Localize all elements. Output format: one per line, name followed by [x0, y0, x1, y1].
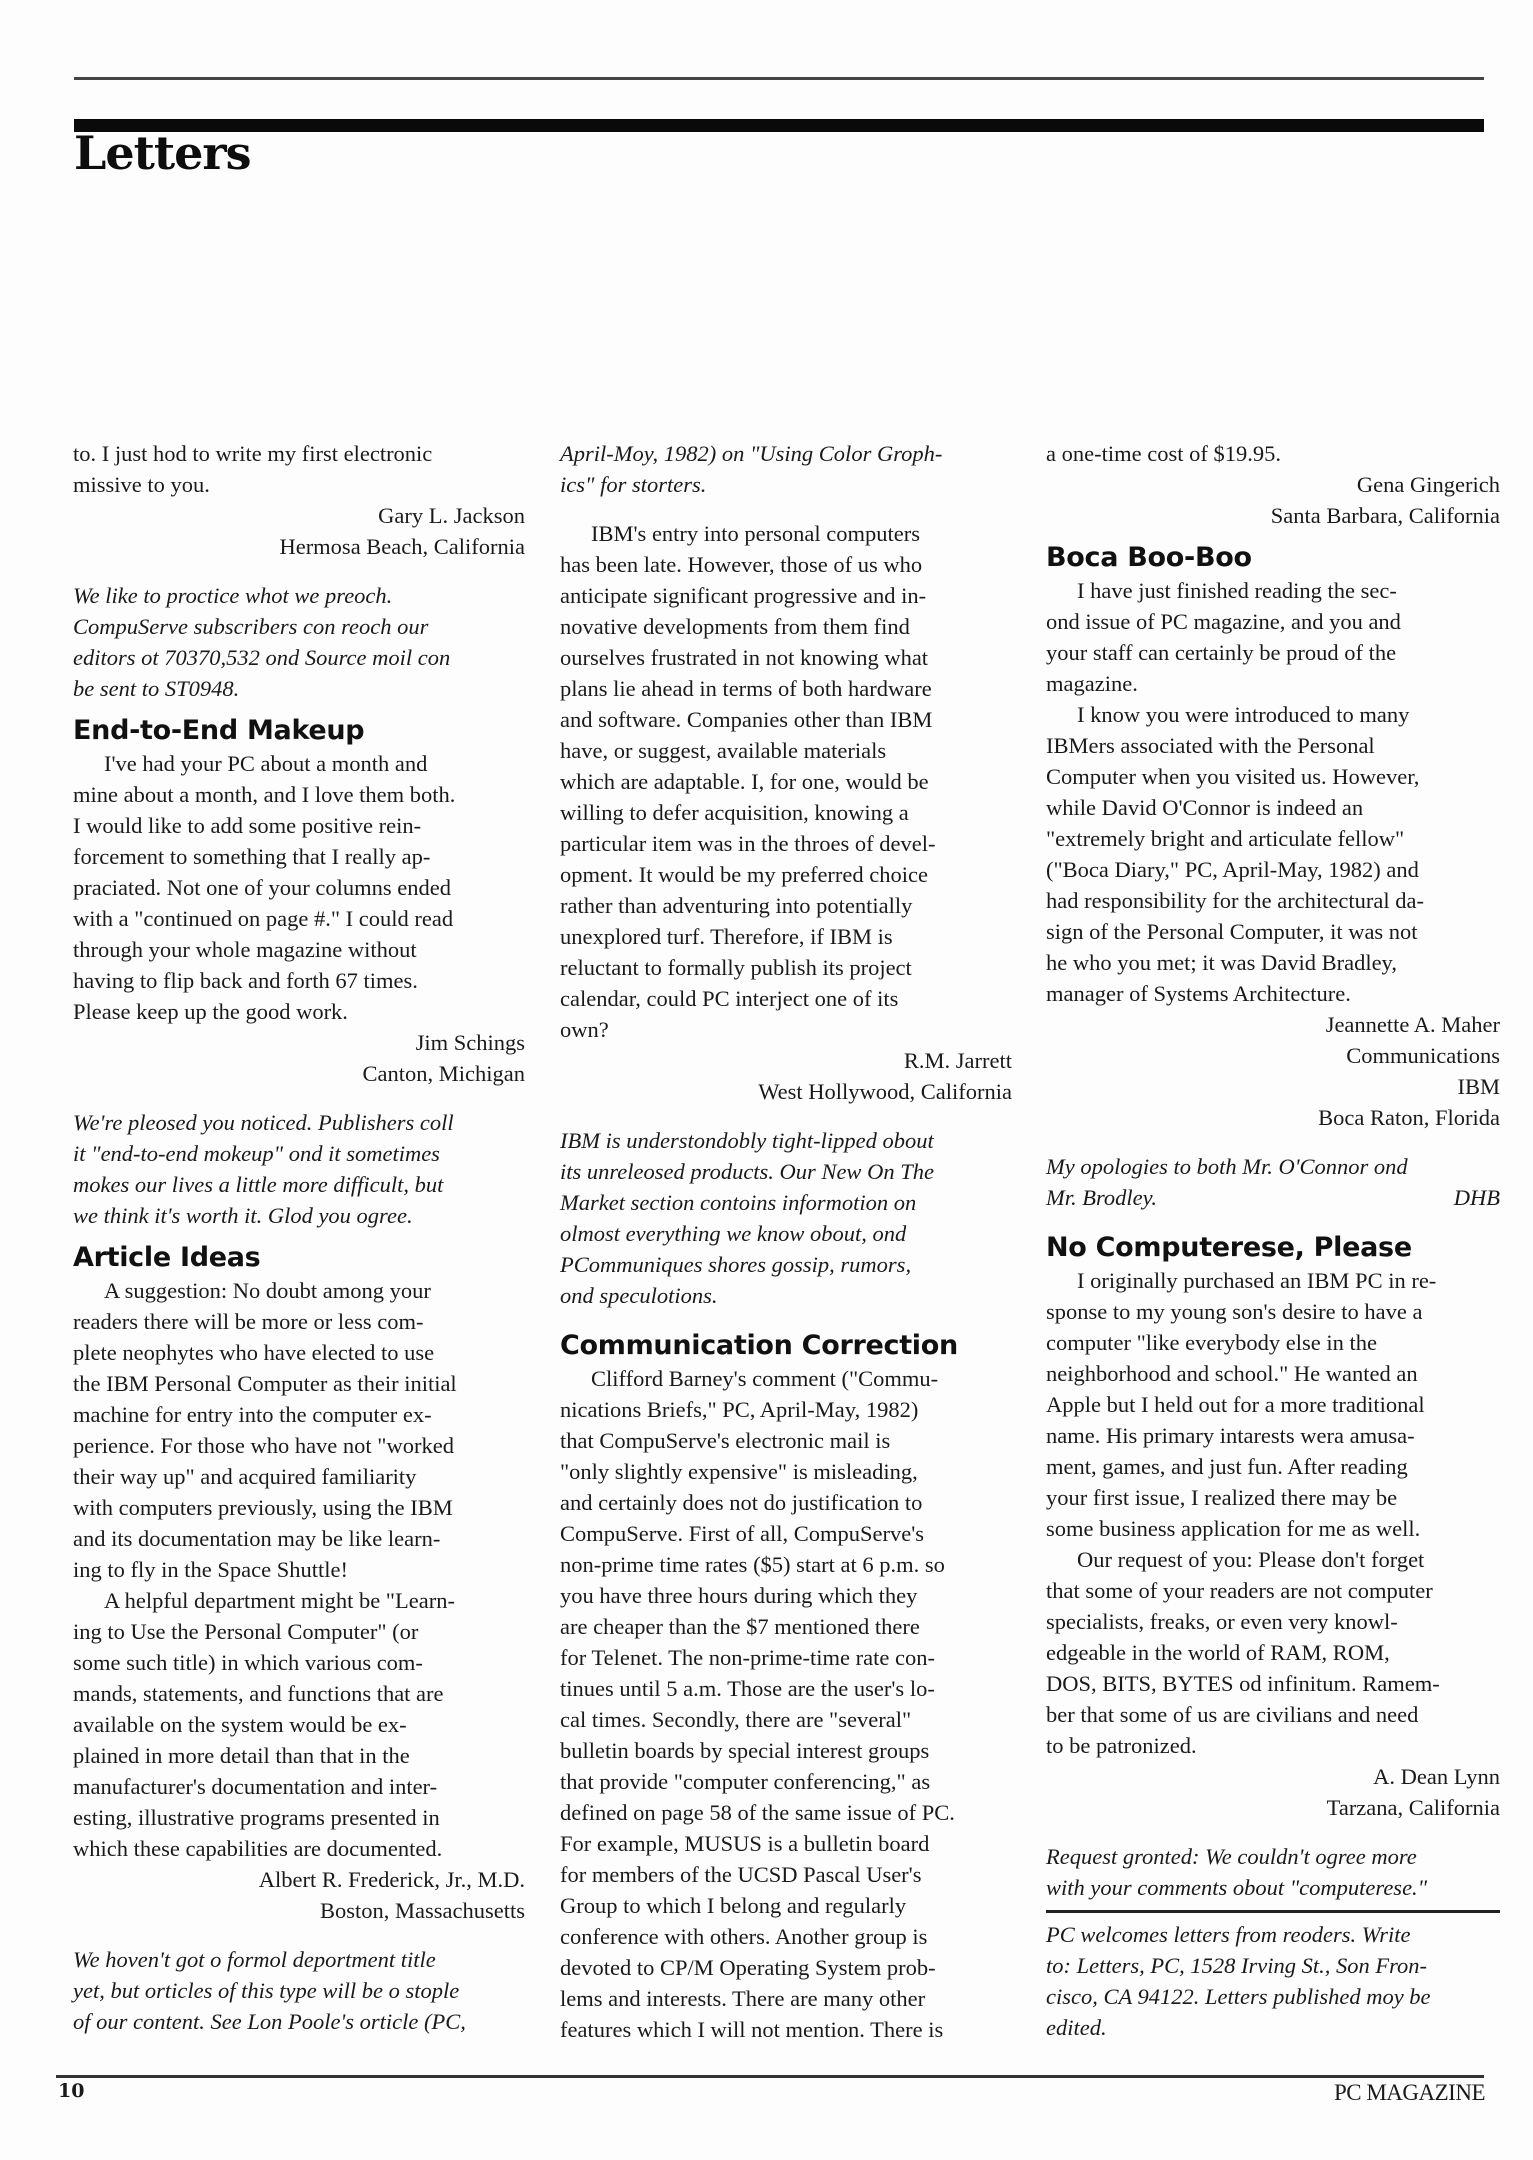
- text-line: for Telenet. The non-prime-time rate con-: [560, 1645, 935, 1670]
- editor-reply: [73, 580, 525, 704]
- text-line: your first issue, I realized there may be: [1046, 1485, 1398, 1510]
- text-line: has been late. However, those of us who: [560, 552, 923, 577]
- signature-line: Boston, Massachusetts: [320, 1898, 525, 1923]
- text-line: IBMers associated with the Personal: [1046, 733, 1375, 758]
- signature-line: Gena Gingerich: [1356, 472, 1500, 497]
- spacer: [1046, 1133, 1500, 1151]
- text-line: you have three hours during which they: [560, 1583, 918, 1608]
- text-line: a one-time cost of $19.95.: [1046, 441, 1281, 466]
- text-line: magazine.: [1046, 671, 1138, 696]
- text-line: A helpful department might be "Learn-: [104, 1588, 455, 1613]
- text-line: ing to Use the Personal Computer" (or: [73, 1619, 419, 1644]
- text-line: A suggestion: No doubt among your: [104, 1278, 431, 1303]
- text-line: available on the system would be ex-: [73, 1712, 407, 1737]
- text-line: Clifford Barney's comment ("Commu-: [591, 1366, 939, 1391]
- text-line: conference with others. Another group is: [560, 1924, 928, 1949]
- text-line: olmost everything we know obout, ond: [560, 1221, 907, 1246]
- reply-line: [1046, 1182, 1500, 1213]
- editor-reply: [73, 1944, 525, 2037]
- text-line: features which I will not mention. There is: [560, 2017, 944, 2042]
- editor-reply: [560, 1125, 1012, 1311]
- page-number: 10: [58, 2080, 85, 2102]
- text-line: ond issue of PC magazine, and you and: [1046, 609, 1401, 634]
- text-line: are cheaper than the $7 mentioned there: [560, 1614, 920, 1639]
- text-line: mine about a month, and I love them both.: [73, 782, 456, 807]
- spacer: [560, 1311, 1012, 1329]
- letter-paragraph: [1046, 1265, 1500, 1544]
- text-line: computer "like everybody else in the: [1046, 1330, 1377, 1355]
- text-line: mands, statements, and functions that are: [73, 1681, 444, 1706]
- text-line: opment. It would be my preferred choice: [560, 862, 928, 887]
- page-title: Letters: [74, 126, 251, 180]
- signature-line: Boca Raton, Florida: [1318, 1105, 1500, 1130]
- text-line: ber that some of us are civilians and need: [1046, 1702, 1419, 1727]
- text-line: Please keep up the good work.: [73, 999, 348, 1024]
- text-line: PC welcomes letters from reoders. Write: [1046, 1922, 1411, 1947]
- text-line: sponse to my young son's desire to have a: [1046, 1299, 1423, 1324]
- text-line: anticipate significant progressive and in-: [560, 583, 927, 608]
- signature-line: West Hollywood, California: [758, 1079, 1012, 1104]
- editor-initials: DHB: [1453, 1185, 1500, 1210]
- letter-paragraph: [73, 748, 525, 1027]
- text-line: Apple but I held out for a more traditional: [1046, 1392, 1425, 1417]
- text-line: tinues until 5 a.m. Those are the user's lo-: [560, 1676, 935, 1701]
- text-line: ond speculotions.: [560, 1283, 718, 1308]
- text-line: for members of the UCSD Pascal User's: [560, 1862, 922, 1887]
- spacer: [73, 1231, 525, 1241]
- text-line: editors ot 70370,532 ond Source moil con: [73, 645, 451, 670]
- text-line: unexplored turf. Therefore, if IBM is: [560, 924, 893, 949]
- text-line: to: Letters, PC, 1528 Irving St., Son Fron-: [1046, 1953, 1428, 1978]
- footer-rule: [56, 2075, 1484, 2078]
- text-line: I know you were introduced to many: [1077, 702, 1410, 727]
- text-line: nications Briefs," PC, April-May, 1982): [560, 1397, 919, 1422]
- text-line: we think it's worth it. Glod you ogree.: [73, 1203, 413, 1228]
- text-line: defined on page 58 of the same issue of PC.: [560, 1800, 955, 1825]
- text-line: that some of your readers are not computer: [1046, 1578, 1433, 1603]
- text-line: have, or suggest, available materials: [560, 738, 887, 763]
- spacer: [560, 500, 1012, 518]
- text-line: Market section contoins informotion on: [560, 1190, 917, 1215]
- text-line: IBM's entry into personal computers: [591, 521, 920, 546]
- text-line: having to flip back and forth 67 times.: [73, 968, 418, 993]
- text-line: My opologies to both Mr. O'Connor ond: [1046, 1154, 1408, 1179]
- text-line: and certainly does not do justification to: [560, 1490, 923, 1515]
- spacer: [73, 562, 525, 580]
- text-line: I've had your PC about a month and: [104, 751, 428, 776]
- text-line: For example, MUSUS is a bulletin board: [560, 1831, 930, 1856]
- signature: [1046, 1761, 1500, 1823]
- text-line: had responsibility for the architectural da-: [1046, 888, 1424, 913]
- text-line: I would like to add some positive rein-: [73, 813, 422, 838]
- text-line: its unreleosed products. Our New On The: [560, 1159, 934, 1184]
- text-line: readers there will be more or less com-: [73, 1309, 424, 1334]
- text-line: name. His primary intarests wera amusa-: [1046, 1423, 1415, 1448]
- column-1: [73, 438, 525, 2037]
- text-line: ics" for storters.: [560, 472, 707, 497]
- header-bar: [74, 119, 1484, 132]
- text-line: Computer when you visited us. However,: [1046, 764, 1420, 789]
- text-line: I originally purchased an IBM PC in re-: [1077, 1268, 1437, 1293]
- text-line: to be patronized.: [1046, 1733, 1197, 1758]
- signature: [1046, 469, 1500, 531]
- text-line: manager of Systems Architecture.: [1046, 981, 1351, 1006]
- signature-line: A. Dean Lynn: [1373, 1764, 1500, 1789]
- text-line: Request gronted: We couldn't ogree more: [1046, 1844, 1417, 1869]
- text-line: We hoven't got o formol deportment title: [73, 1947, 436, 1972]
- text-line: I have just finished reading the sec-: [1077, 578, 1397, 603]
- letter-paragraph: [1046, 1544, 1500, 1761]
- text-line: April-Moy, 1982) on "Using Color Groph-: [560, 441, 943, 466]
- text-line: with a "continued on page #." I could read: [73, 906, 454, 931]
- signature: [73, 1027, 525, 1089]
- spacer: [1046, 1823, 1500, 1841]
- text-line: plete neophytes who have elected to use: [73, 1340, 435, 1365]
- text-line: ("Boca Diary," PC, April-May, 1982) and: [1046, 857, 1419, 882]
- signature-line: Communications: [1346, 1043, 1500, 1068]
- text-line: devoted to CP/M Operating System prob-: [560, 1955, 936, 1980]
- text-line: We like to proctice whot we preoch.: [73, 583, 393, 608]
- text-line: sign of the Personal Computer, it was not: [1046, 919, 1418, 944]
- letter-paragraph: [560, 518, 1012, 1045]
- letter-paragraph: [73, 438, 525, 500]
- text-line: lems and interests. There are many other: [560, 1986, 926, 2011]
- text-line: novative developments from them find: [560, 614, 910, 639]
- signature-line: Hermosa Beach, California: [279, 534, 525, 559]
- text-line: ing to fly in the Space Shuttle!: [73, 1557, 348, 1582]
- spacer: [1046, 531, 1500, 541]
- text-line: ment, games, and just fun. After reading: [1046, 1454, 1408, 1479]
- text-line: rather than adventuring into potentially: [560, 893, 913, 918]
- text-line: "extremely bright and articulate fellow": [1046, 826, 1405, 851]
- text-line: it "end-to-end mokeup" ond it sometimes: [73, 1141, 440, 1166]
- text-line: mokes our lives a little more difficult, but: [73, 1172, 444, 1197]
- spacer: [1046, 1213, 1500, 1231]
- text-line: to. I just hod to write my first electronic: [73, 441, 433, 466]
- text-line: DOS, BITS, BYTES od infinitum. Ramem-: [1046, 1671, 1440, 1696]
- signature-line: Gary L. Jackson: [378, 503, 525, 528]
- signature-line: Albert R. Frederick, Jr., M.D.: [258, 1867, 525, 1892]
- reply-text: Mr. Brodley.: [1046, 1185, 1158, 1210]
- text-line: their way up" and acquired familiarity: [73, 1464, 417, 1489]
- letter-paragraph: [1046, 575, 1500, 699]
- text-line: and software. Companies other than IBM: [560, 707, 933, 732]
- text-line: ourselves frustrated in not knowing what: [560, 645, 929, 670]
- text-line: while David O'Connor is indeed an: [1046, 795, 1364, 820]
- text-line: edited.: [1046, 2015, 1107, 2040]
- text-line: edgeable in the world of RAM, ROM,: [1046, 1640, 1390, 1665]
- text-line: "only slightly expensive" is misleading,: [560, 1459, 918, 1484]
- text-line: the IBM Personal Computer as their initial: [73, 1371, 457, 1396]
- text-line: calendar, could PC interject one of its: [560, 986, 899, 1011]
- text-line: willing to defer acquisition, knowing a: [560, 800, 909, 825]
- letter-paragraph: [1046, 699, 1500, 1009]
- editor-reply: [1046, 1919, 1500, 2043]
- text-line: cal times. Secondly, there are "several": [560, 1707, 912, 1732]
- text-line: praciated. Not one of your columns ended: [73, 875, 452, 900]
- text-line: CompuServe subscribers con reoch our: [73, 614, 429, 639]
- text-line: cisco, CA 94122. Letters published moy be: [1046, 1984, 1431, 2009]
- editor-reply: [73, 1107, 525, 1231]
- signature: [1046, 1009, 1500, 1133]
- editor-reply: [1046, 1151, 1500, 1182]
- text-line: yet, but orticles of this type will be o stople: [73, 1978, 460, 2003]
- text-line: IBM is understondobly tight-lipped obout: [560, 1128, 934, 1153]
- signature: [73, 1864, 525, 1926]
- text-line: and its documentation may be like learn-: [73, 1526, 441, 1551]
- letter-heading: End-to-End Makeup: [73, 715, 365, 746]
- letter-paragraph: [73, 1585, 525, 1864]
- text-line: some business application for me as well.: [1046, 1516, 1421, 1541]
- text-line: plans lie ahead in terms of both hardware: [560, 676, 932, 701]
- text-line: neighborhood and school." He wanted an: [1046, 1361, 1418, 1386]
- signature-line: R.M. Jarrett: [903, 1048, 1012, 1073]
- text-line: Our request of you: Please don't forget: [1077, 1547, 1425, 1572]
- text-line: bulletin boards by special interest groups: [560, 1738, 930, 1763]
- signature: [560, 1045, 1012, 1107]
- text-line: We're pleosed you noticed. Publishers coll: [73, 1110, 454, 1135]
- letter-paragraph: [1046, 438, 1500, 469]
- text-line: he who you met; it was David Bradley,: [1046, 950, 1397, 975]
- spacer: [73, 1926, 525, 1944]
- editor-reply: [560, 438, 1012, 500]
- spacer: [73, 1089, 525, 1107]
- column-2: [560, 438, 1012, 2045]
- text-line: some such title) in which various com-: [73, 1650, 423, 1675]
- text-line: perience. For those who have not "worked: [73, 1433, 454, 1458]
- divider: [1046, 1910, 1500, 1913]
- text-line: of our content. See Lon Poole's orticle (PC,: [73, 2009, 466, 2034]
- text-line: missive to you.: [73, 472, 210, 497]
- signature-line: IBM: [1457, 1074, 1500, 1099]
- top-rule: [74, 77, 1484, 80]
- text-line: own?: [560, 1017, 609, 1042]
- text-line: non-prime time rates ($5) start at 6 p.m. so: [560, 1552, 945, 1577]
- text-line: with computers previously, using the IBM: [73, 1495, 453, 1520]
- text-line: forcement to something that I really ap-: [73, 844, 431, 869]
- signature-line: Jim Schings: [415, 1030, 525, 1055]
- letter-paragraph: [73, 1275, 525, 1585]
- text-line: particular item was in the throes of devel-: [560, 831, 936, 856]
- spacer: [73, 704, 525, 714]
- text-line: which these capabilities are documented.: [73, 1836, 443, 1861]
- text-line: with your comments obout "computerese.": [1046, 1875, 1428, 1900]
- letter-heading: Article Ideas: [73, 1242, 261, 1273]
- publication-name: PC MAGAZINE: [1333, 2080, 1485, 2105]
- text-line: reluctant to formally publish its project: [560, 955, 912, 980]
- text-line: PCommuniques shores gossip, rumors,: [560, 1252, 912, 1277]
- signature-line: Tarzana, California: [1326, 1795, 1500, 1820]
- text-line: esting, illustrative programs presented in: [73, 1805, 440, 1830]
- editor-reply: [1046, 1841, 1500, 1903]
- text-line: plained in more detail than that in the: [73, 1743, 410, 1768]
- text-line: that provide "computer conferencing," as: [560, 1769, 931, 1794]
- text-line: that CompuServe's electronic mail is: [560, 1428, 891, 1453]
- signature-line: Santa Barbara, California: [1270, 503, 1500, 528]
- letter-heading: No Computerese, Please: [1046, 1232, 1412, 1263]
- signature: [73, 500, 525, 562]
- letter-heading: Communication Correction: [560, 1330, 958, 1361]
- text-line: your staff can certainly be proud of the: [1046, 640, 1397, 665]
- text-line: CompuServe. First of all, CompuServe's: [560, 1521, 925, 1546]
- text-line: Group to which I belong and regularly: [560, 1893, 907, 1918]
- text-line: machine for entry into the computer ex-: [73, 1402, 432, 1427]
- column-3: [1046, 438, 1500, 2043]
- signature-line: Canton, Michigan: [362, 1061, 525, 1086]
- text-line: through your whole magazine without: [73, 937, 417, 962]
- text-line: manufacturer's documentation and inter-: [73, 1774, 438, 1799]
- spacer: [560, 1107, 1012, 1125]
- text-line: which are adaptable. I, for one, would be: [560, 769, 929, 794]
- text-line: be sent to ST0948.: [73, 676, 240, 701]
- signature-line: Jeannette A. Maher: [1325, 1012, 1500, 1037]
- letter-heading: Boca Boo-Boo: [1046, 542, 1252, 573]
- letter-paragraph: [560, 1363, 1012, 2045]
- text-line: specialists, freaks, or even very knowl-: [1046, 1609, 1398, 1634]
